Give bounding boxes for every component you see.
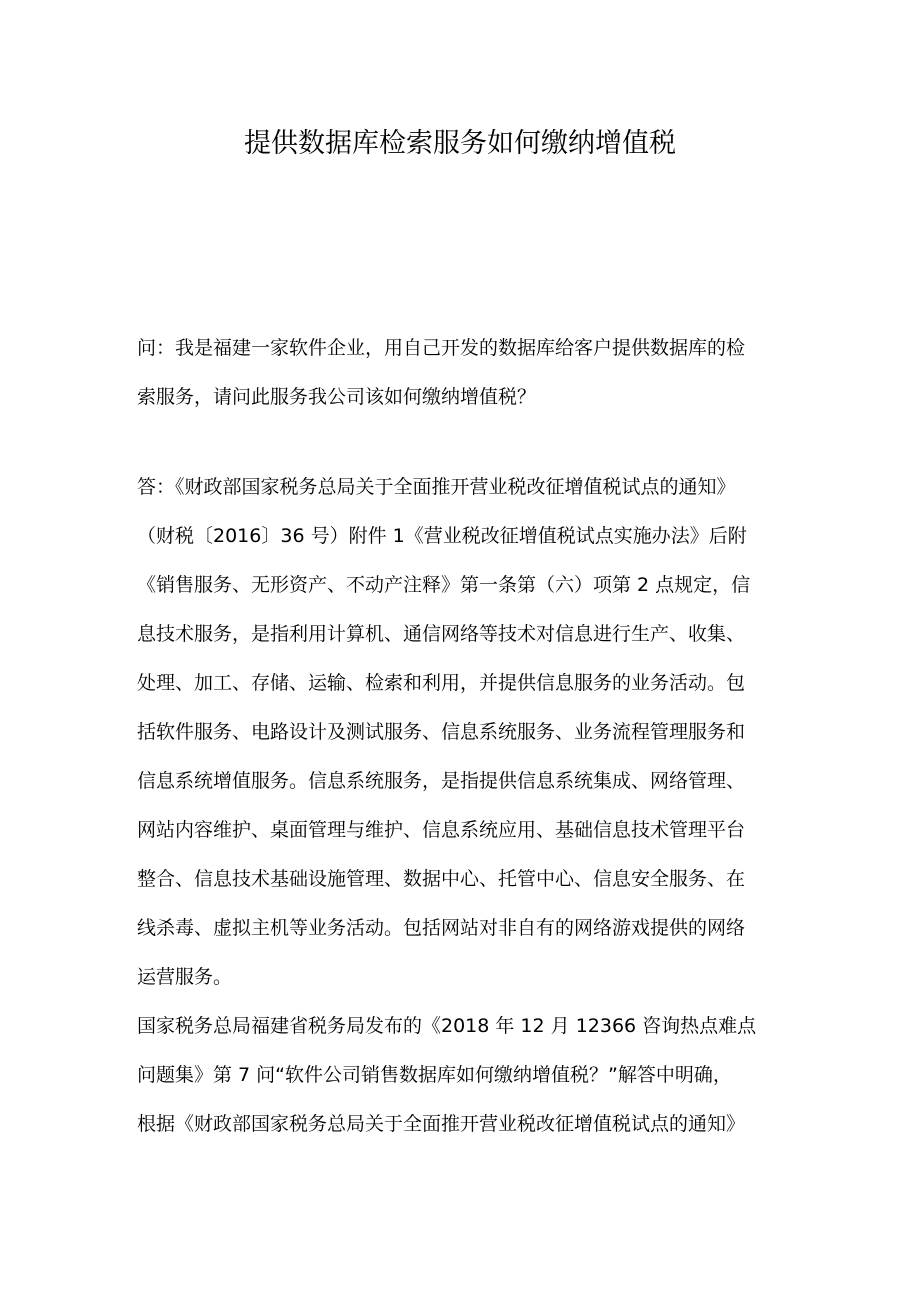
question-paragraph bbox=[137, 324, 797, 422]
answer-line: 整合、信息技术基础设施管理、数据中心、托管中心、信息安全服务、在 bbox=[137, 868, 746, 890]
answer-paragraph bbox=[137, 463, 797, 1149]
answer-line: 线杀毒、虚拟主机等业务活动。包括网站对非自有的网络游戏提供的网络 bbox=[137, 917, 746, 939]
question-line: 问：我是福建一家软件企业，用自己开发的数据库给客户提供数据库的检 bbox=[137, 337, 746, 359]
answer-line: 括软件服务、电路设计及测试服务、信息系统服务、业务流程管理服务和 bbox=[137, 721, 746, 743]
answer-line: 答：《财政部国家税务总局关于全面推开营业税改征增值税试点的通知》 bbox=[137, 476, 736, 498]
answer-line: 信息系统增值服务。信息系统服务，是指提供信息系统集成、网络管理、 bbox=[137, 770, 746, 792]
question-line: 索服务，请问此服务我公司该如何缴纳增值税？ bbox=[137, 386, 537, 408]
answer-line: 《销售服务、无形资产、不动产注释》第一条第（六）项第 2 点规定，信 bbox=[137, 574, 751, 596]
answer-line: 网站内容维护、桌面管理与维护、信息系统应用、基础信息技术管理平台 bbox=[137, 819, 746, 841]
answer-line: 息技术服务，是指利用计算机、通信网络等技术对信息进行生产、收集、 bbox=[137, 623, 746, 645]
answer-line: 运营服务。 bbox=[137, 966, 233, 988]
answer-line: 处理、加工、存储、运输、检索和利用，并提供信息服务的业务活动。包 bbox=[137, 672, 746, 694]
document-title: 提供数据库检索服务如何缴纳增值税 bbox=[244, 128, 676, 159]
answer-line: （财税〔2016〕36 号）附件 1《营业税改征增值税试点实施办法》后附 bbox=[137, 525, 747, 547]
answer-line: 国家税务总局福建省税务局发布的《2018 年 12 月 12366 咨询热点难点 bbox=[137, 1015, 757, 1037]
answer-line: 根据《财政部国家税务总局关于全面推开营业税改征增值税试点的通知》 bbox=[137, 1113, 746, 1135]
answer-line: 问题集》第 7 问“软件公司销售数据库如何缴纳增值税？”解答中明确， bbox=[137, 1064, 732, 1086]
